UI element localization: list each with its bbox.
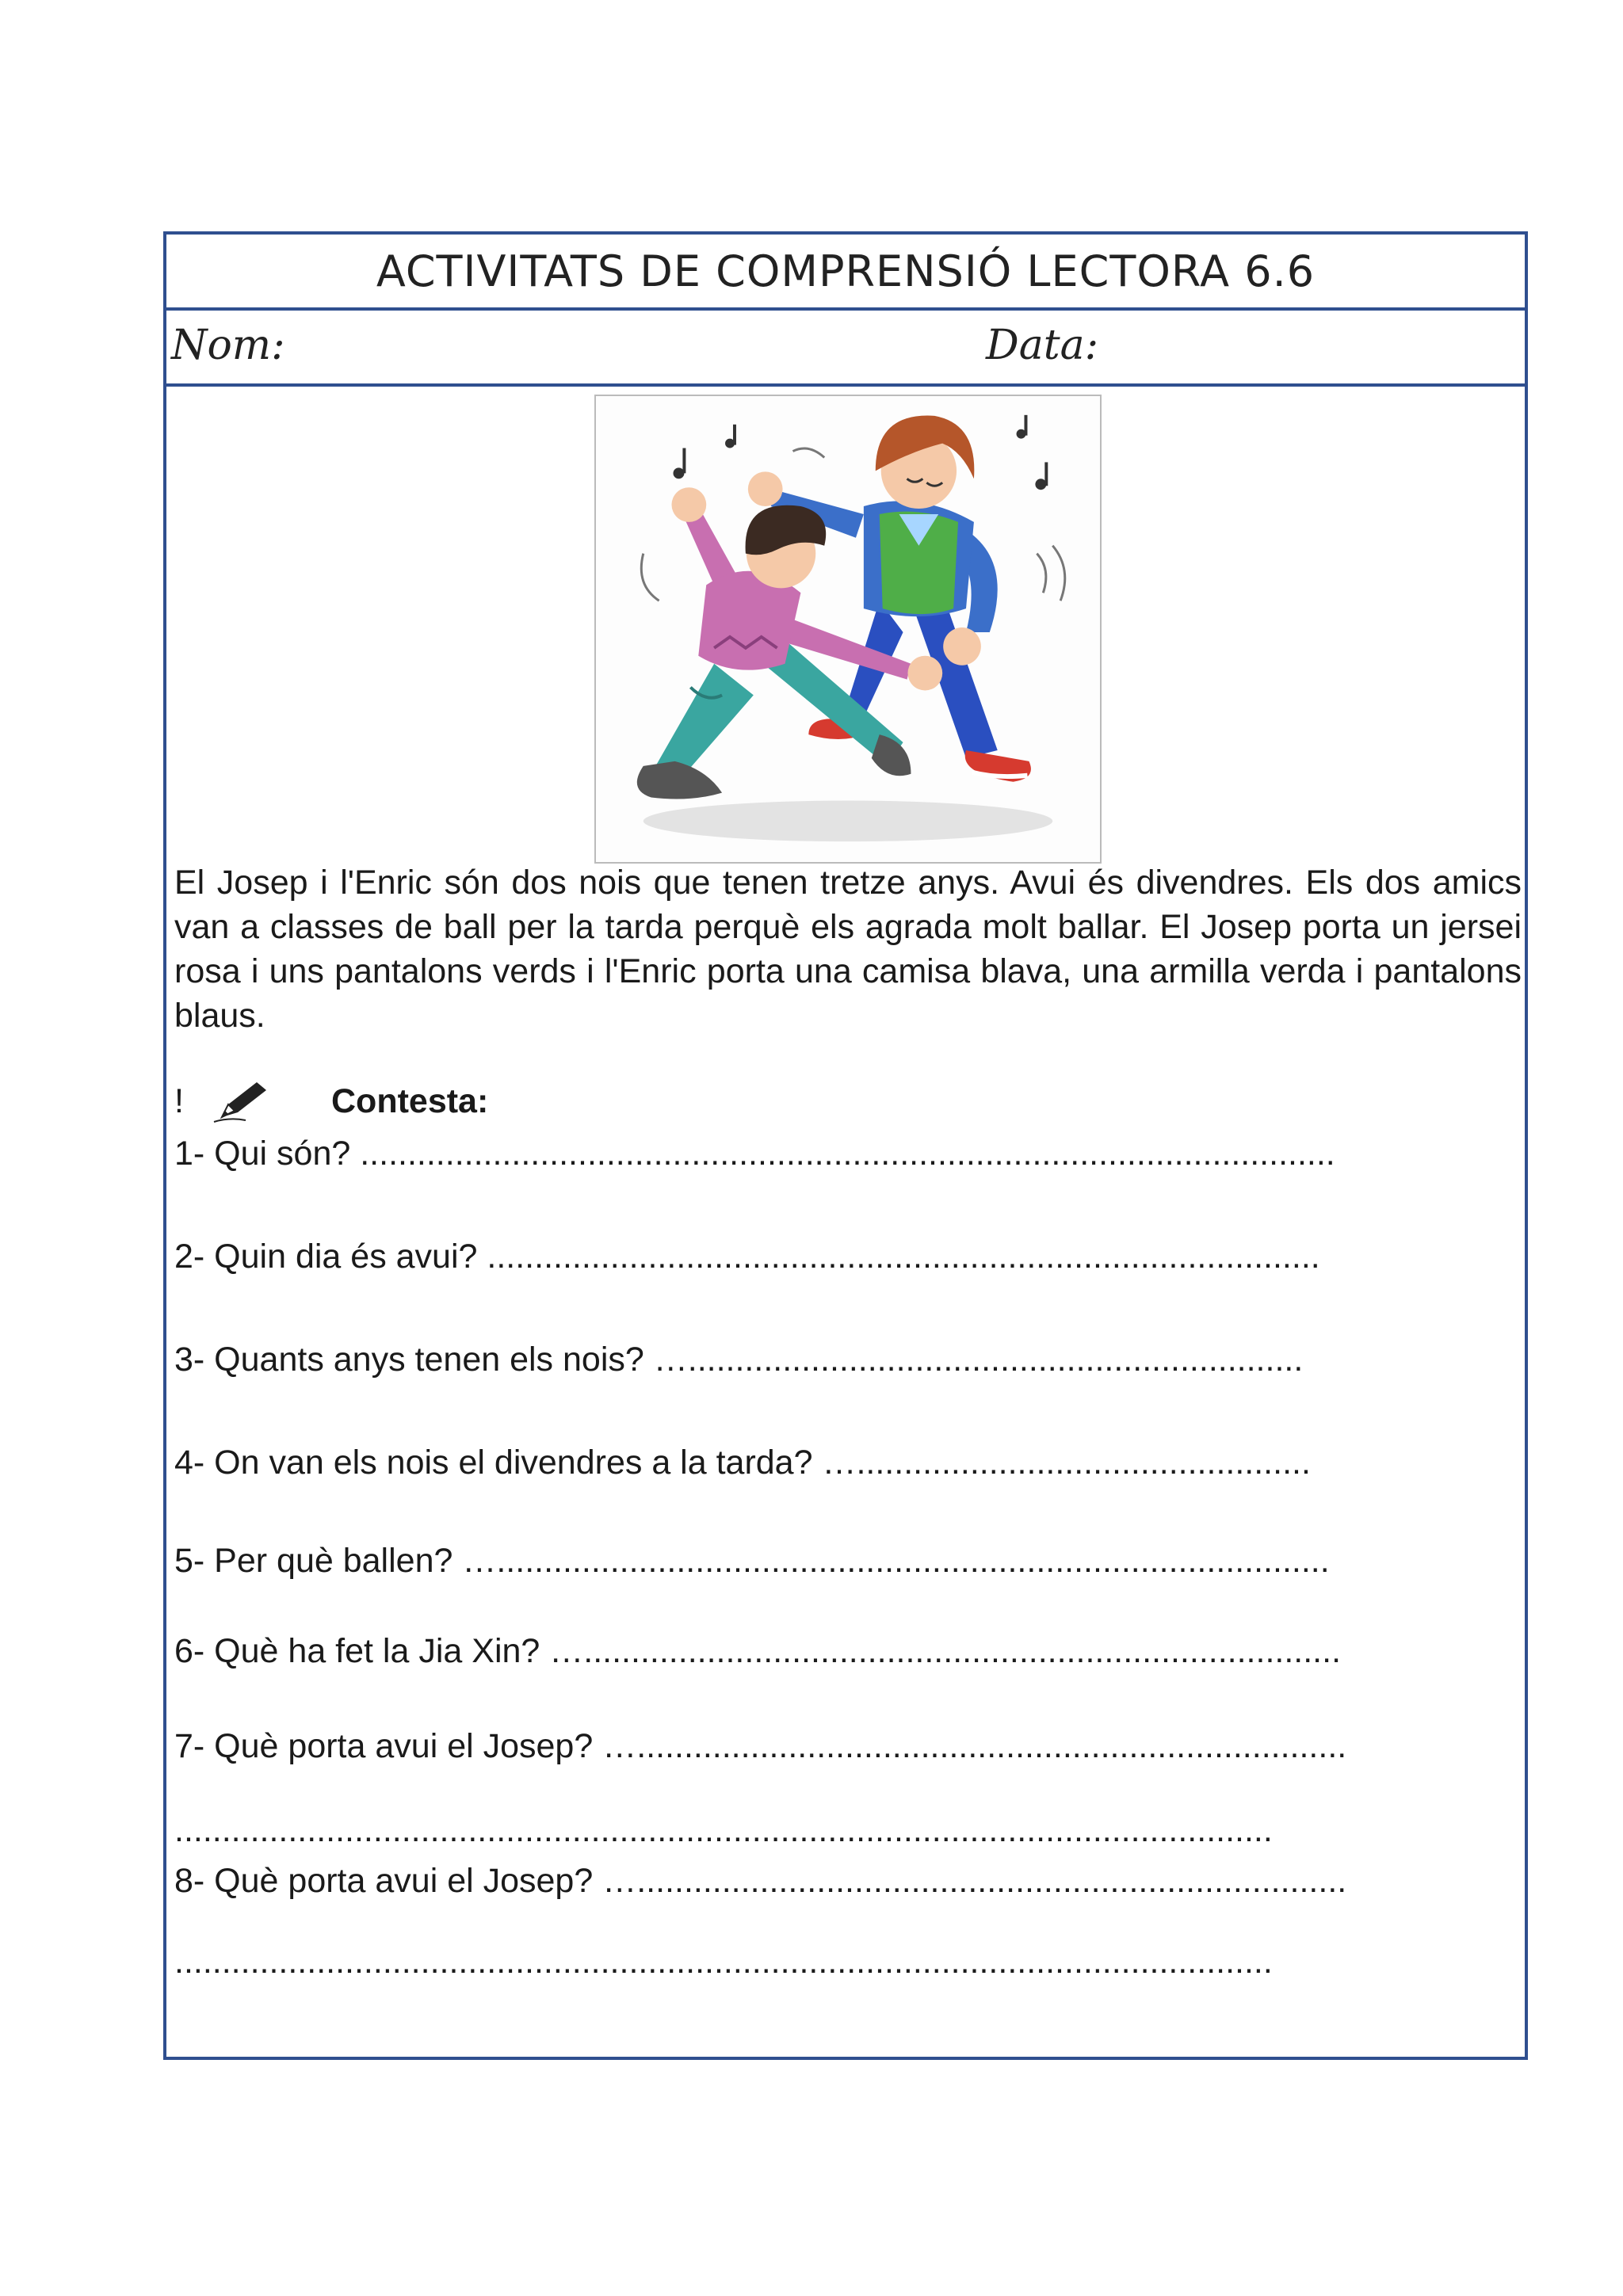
- question-4[interactable]: 4- On van els nois el divendres a la tarda? …................................................: [174, 1444, 1311, 1482]
- worksheet-title: ACTIVITATS DE COMPRENSIÓ LECTORA 6.6: [376, 246, 1316, 296]
- name-label: Nom:: [171, 322, 285, 369]
- question-5[interactable]: 5- Per què ballen? …........................................................................................: [174, 1542, 1330, 1580]
- answer-line-2[interactable]: ....................................................................................................................: [174, 1943, 1273, 1981]
- name-date-row: [166, 311, 1525, 387]
- instruction-row: [174, 1077, 488, 1125]
- date-label: Data:: [986, 322, 1099, 369]
- question-2[interactable]: 2- Quin dia és avui? ........................................................................................: [174, 1238, 1320, 1276]
- question-6[interactable]: 6- Què ha fet la Jia Xin? …................................................................................: [174, 1632, 1342, 1670]
- question-8[interactable]: 8- Què porta avui el Josep? …...........................................................................: [174, 1862, 1347, 1900]
- question-3[interactable]: 3- Quants anys tenen els nois? ….................................................................: [174, 1341, 1304, 1379]
- exclamation-mark: !: [174, 1081, 184, 1120]
- dancing-boys-image: [596, 396, 1100, 862]
- reading-passage: El Josep i l'Enric són dos nois que tenen tretze anys. Avui és divendres. Els dos amics van a classes de ball per la tarda perquè els agrada molt ballar. El Josep porta un jersei rosa i uns pantalons verds i l'Enric porta una camisa blava, una armilla verda i pantalons blaus.: [174, 864, 1522, 1035]
- title-row: [166, 235, 1525, 311]
- contesta-label: Contesta:: [331, 1081, 489, 1120]
- question-7[interactable]: 7- Què porta avui el Josep? …...........................................................................: [174, 1727, 1347, 1765]
- answer-line-1[interactable]: ....................................................................................................................: [174, 1811, 1273, 1849]
- worksheet: [163, 231, 1528, 2060]
- pencil-icon: [211, 1077, 274, 1125]
- music-notes-icon: [674, 415, 1048, 490]
- dancing-boys-illustration: [594, 395, 1102, 864]
- question-1[interactable]: 1- Qui són? .......................................................................................................: [174, 1135, 1335, 1173]
